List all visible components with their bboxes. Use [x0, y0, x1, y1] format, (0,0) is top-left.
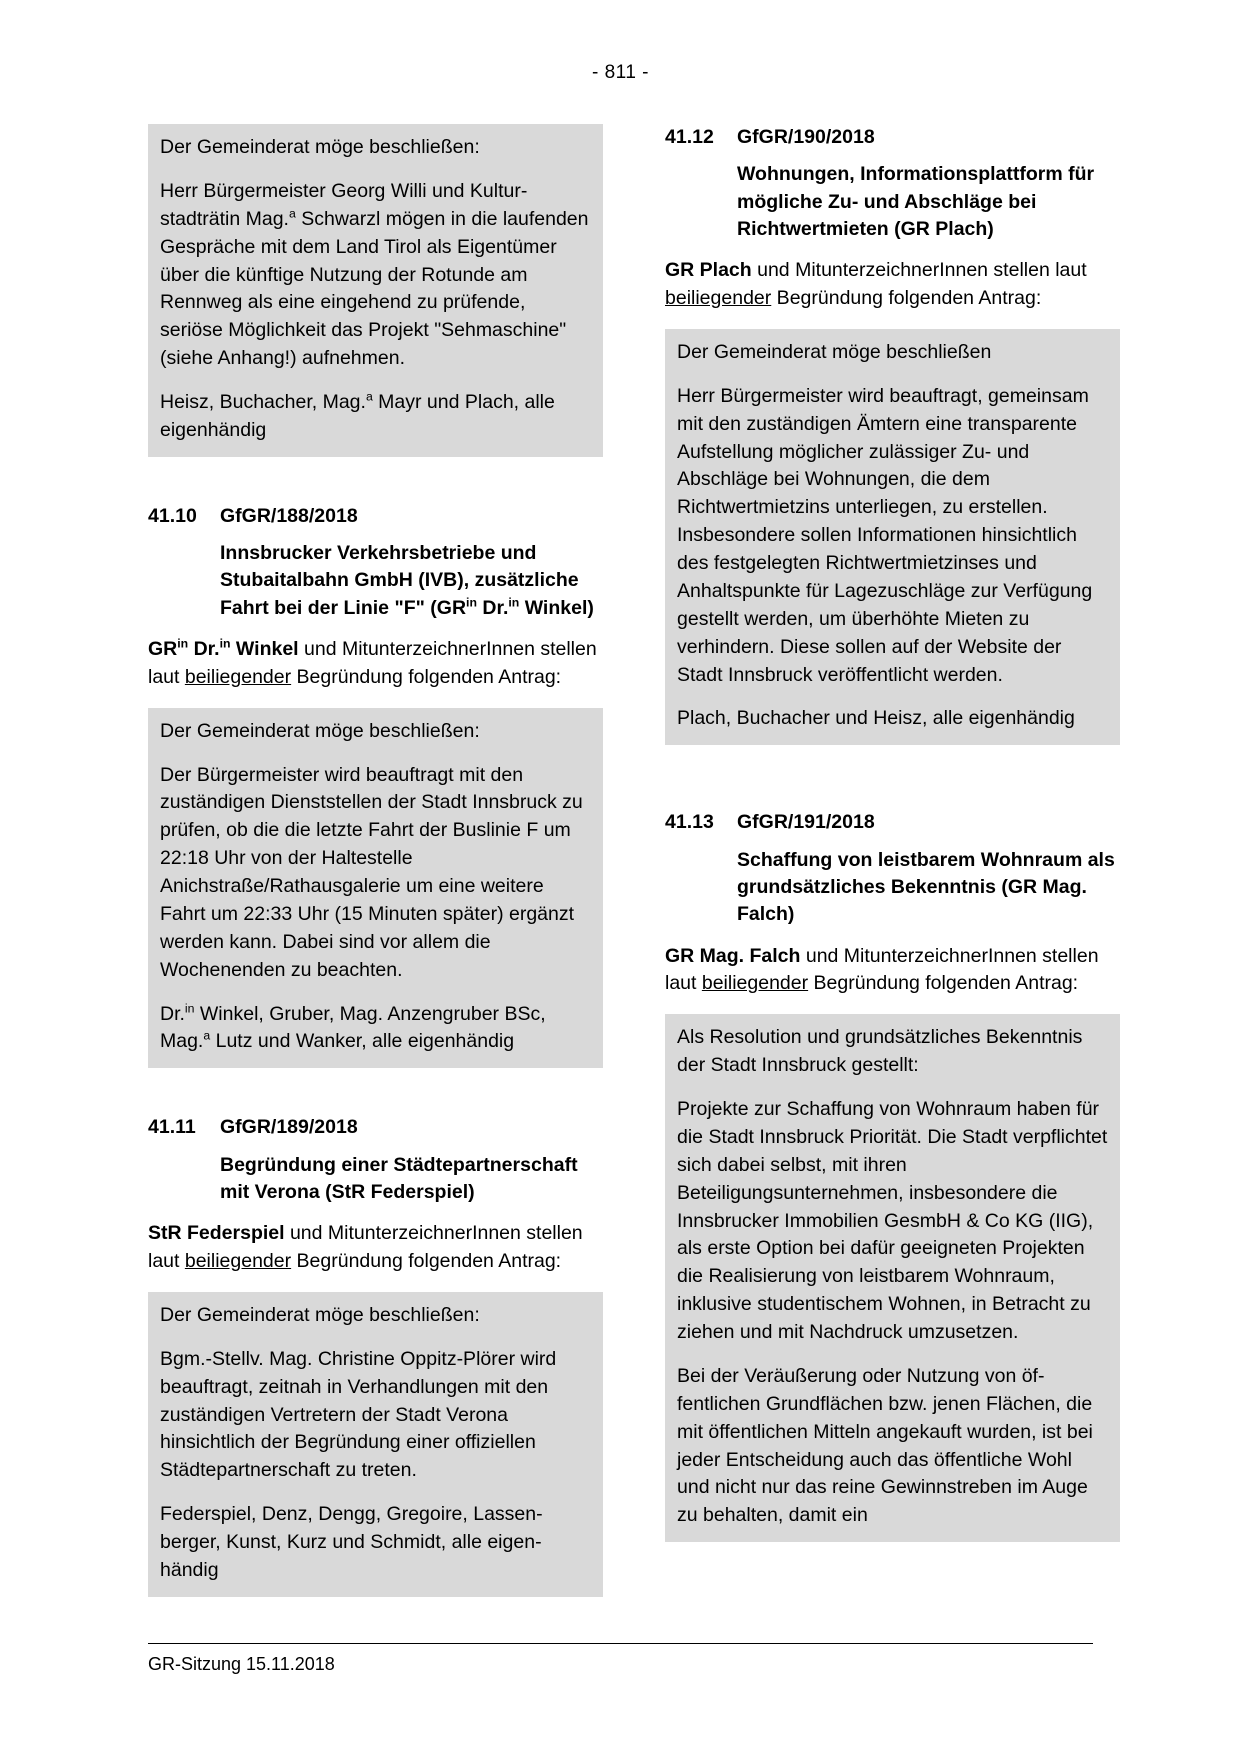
item-intro-41-11 [148, 1220, 603, 1276]
item-code: GfGR/191/2018 [737, 811, 875, 834]
proposer-name-part1: GR [148, 637, 178, 660]
spacer [665, 791, 1120, 809]
item-title-line3b: Dr. [476, 596, 509, 619]
attachment-reference: beiliegender [701, 972, 809, 995]
resolution-body: Bgm.-Stellv. Mag. Christine Oppitz-Plörer wird beauftragt, zeitnah in Verhandlungen mit den zuständigen Vertretern der Stadt Verona hinsichtlich der Begründung einer offiziellen Städtepartnerschaft zu treten. [160, 1347, 557, 1482]
item-title-41-13 [665, 847, 1120, 929]
item-title-41-10 [148, 540, 603, 622]
signatories-part1: Dr. [160, 1002, 185, 1025]
left-column [148, 124, 603, 1597]
item-title-line2: raum als grundsätzliches Bekenntnis (GR Mag. Falch) [737, 848, 1115, 926]
item-number: 41.10 [148, 504, 197, 527]
motion-text-block-41-11 [148, 1292, 603, 1597]
item-title-41-12 [665, 161, 1120, 243]
footer-divider [148, 1643, 1093, 1644]
intro-mid-text: und MitunterzeichnerInnen stellen laut [665, 944, 1099, 995]
resolution-lead: Der Gemeinderat möge beschließen: [160, 719, 480, 742]
resolution-body-2: Bei der Veräußerung oder Nutzung von öffentlichen Grundflächen bzw. jenen Flächen, die mit öffentlichen Mitteln angekauft wurden, ist bei jeder Entscheidung auch das öffentliche Wohl und nicht nur das reine Gewinnstreben im Auge zu behalten, damit ein [677, 1364, 1093, 1527]
resolution-body: Herr Bürgermeister wird beauftragt, gemeinsam mit den zuständigen Ämtern eine transparente Aufstellung möglicher zulässiger Zu- und Abschläge bei Wohnungen, die dem Richtwertmietzins unterliegen, zu erstellen. Insbesondere sollen Informationen hinsichtlich des festgelegten Richtwertmietzinses und Anhaltspunkte für Lagezuschläge zur Verfügung gestellt werden, um überhöhte Mieten zu verhindern. Diese sollen auf der Website der Stadt Innsbruck veröffentlicht werden. [677, 384, 1093, 686]
proposer-name: GR Mag. Falch [665, 944, 801, 967]
item-title-line3a: (GR [430, 596, 467, 619]
signatories [160, 389, 591, 445]
item-title-line1: Schaffung von leistbarem Wohn [737, 848, 1035, 871]
signatories: Plach, Buchacher und Heisz, alle eigenhändig [677, 707, 1075, 730]
superscript-in: in [466, 595, 477, 610]
intro-end-text: Begründung folgenden Antrag: [291, 665, 562, 688]
intro-end-text: Begründung folgenden Antrag: [808, 972, 1079, 995]
item-code: GfGR/189/2018 [220, 1116, 358, 1139]
item-title-line3: (GR Plach) [894, 217, 994, 240]
agenda-item-heading-41-12 [665, 124, 1120, 151]
page-footer [148, 1643, 1093, 1675]
spacer [148, 457, 603, 503]
intro-mid-text: und MitunterzeichnerInnen stellen laut [751, 259, 1087, 282]
item-intro-41-10 [148, 636, 603, 692]
superscript-in: in [508, 595, 520, 610]
resolution-body: Der Bürgermeister wird beauftragt mit den zuständigen Dienststellen der Stadt Innsbruck zu prüfen, ob die die letzte Fahrt der Buslinie F um 22:18 Uhr von der Haltestelle Anichstraße/Rathausgalerie um eine weitere Fahrt um 22:33 Uhr (15 Minuten später) ergänzt werden kann. Dabei sind vor allem die Wochenenden zu beachten. [160, 763, 583, 981]
item-number: 41.12 [665, 126, 714, 148]
superscript-in: in [219, 636, 231, 651]
resolution-body-part2: Schwarzl mögen in die laufenden Gespräche mit dem Land Tirol als Eigentümer über die künftige Nutzung der Rotunde am Rennweg als eine eingehend zu prüfende, seriöse Möglichkeit das Projekt "Sehmaschine" (siehe Anhang!) aufnehmen. [160, 207, 589, 370]
attachment-reference: beiliegender [184, 665, 292, 688]
resolution-lead: Der Gemeinderat möge beschließen [677, 340, 992, 363]
resolution-body-1: Projekte zur Schaffung von Wohnraum haben für die Stadt Innsbruck Priorität. Die Stadt verpflichtet sich dabei selbst, mit ihren Beteiligungsunternehmen, insbesondere die Innsbrucker Immobilien GesmbH & Co KG (IIG), als erste Option bei dafür geeigneten Projekten die Realisierung von leistbarem Wohnraum, inklusive studentischem Wohnen, in Betracht zu ziehen und mit Nachdruck umzusetzen. [677, 1098, 1108, 1343]
item-title-line1: Begründung einer Städtepartner [220, 1153, 521, 1176]
motion-text-block [148, 124, 603, 457]
item-code: GfGR/190/2018 [737, 126, 875, 148]
proposer-name-part2: Dr. [188, 637, 220, 660]
item-title-41-11 [148, 1152, 603, 1207]
superscript-a: a [288, 206, 296, 221]
item-title-line3c: Winkel) [519, 596, 594, 619]
item-intro-41-13 [665, 943, 1120, 999]
signatories-part3: Lutz und Wanker, alle eigenhändig [210, 1030, 515, 1053]
superscript-a: a [365, 389, 373, 404]
signatories: Federspiel, Denz, Dengg, Gregoire, Lassenberger, Kunst, Kurz und Schmidt, alle eigenhändig [160, 1503, 543, 1581]
intro-end-text: Begründung folgenden Antrag: [291, 1250, 562, 1273]
spacer [665, 745, 1120, 791]
signatories [160, 1001, 591, 1057]
superscript-in: in [177, 636, 189, 651]
attachment-reference: beiliegender [184, 1250, 292, 1273]
proposer-name: StR Federspiel [148, 1222, 285, 1245]
attachment-reference: beiliegender [665, 287, 772, 310]
agenda-item-heading-41-13 [665, 809, 1120, 836]
item-title-line1: Innsbrucker Verkehrsbetriebe und [220, 542, 537, 565]
item-code: GfGR/188/2018 [220, 504, 358, 527]
motion-text-block-41-10 [148, 708, 603, 1069]
proposer-name: GR Plach [665, 259, 752, 282]
superscript-a: a [203, 1028, 211, 1043]
item-number: 41.11 [148, 1116, 196, 1139]
item-title-line2: form für mögliche Zu- und Abschläge bei Richtwertmieten [737, 163, 1095, 240]
item-title-line2: schaft mit Verona (StR Federspiel) [220, 1153, 578, 1203]
item-number: 41.13 [665, 811, 714, 834]
proposer-name-part3: Winkel [230, 637, 299, 660]
item-title-line2: Stubaitalbahn GmbH (IVB), zusätzliche Fahrt bei der Linie "F" [220, 569, 579, 619]
superscript-in: in [184, 1001, 195, 1016]
item-title-line1: Wohnungen, Informationsplatt [737, 163, 1020, 186]
two-column-body [0, 84, 1241, 1597]
item-intro-41-12 [665, 257, 1120, 313]
agenda-item-heading-41-11 [148, 1114, 603, 1141]
spacer [148, 1068, 603, 1114]
motion-text-block-41-13 [665, 1014, 1120, 1542]
footer-text: GR-Sitzung 15.11.2018 [148, 1654, 335, 1674]
intro-mid-text: und MitunterzeichnerInnen stellen laut [148, 1222, 583, 1273]
resolution-lead: Als Resolution und grundsätzliches Bekenntnis der Stadt Innsbruck gestellt: [677, 1026, 1083, 1077]
right-column [665, 124, 1120, 1597]
resolution-lead: Der Gemeinderat möge beschließen: [160, 136, 480, 158]
agenda-item-heading-41-10 [148, 503, 603, 530]
signatories-part2: Winkel, Gruber, Mag. Anzengruber BSc, Mag. [160, 1002, 546, 1053]
signatories-part2: Mayr und Plach, alle eigenhändig [160, 391, 555, 441]
resolution-body-part1: Herr Bürgermeister Georg Willi und Kulturstadträtin Mag. [160, 179, 528, 230]
resolution-body [160, 178, 591, 373]
motion-text-block-41-12 [665, 329, 1120, 745]
intro-mid-text: und MitunterzeichnerInnen stellen laut [148, 637, 597, 688]
signatories-part1: Heisz, Buchacher, Mag. [160, 391, 366, 413]
intro-end-text: Begründung folgenden Antrag: [771, 287, 1042, 310]
page-number: - 811 - [591, 62, 649, 83]
resolution-lead: Der Gemeinderat möge beschließen: [160, 1303, 480, 1326]
